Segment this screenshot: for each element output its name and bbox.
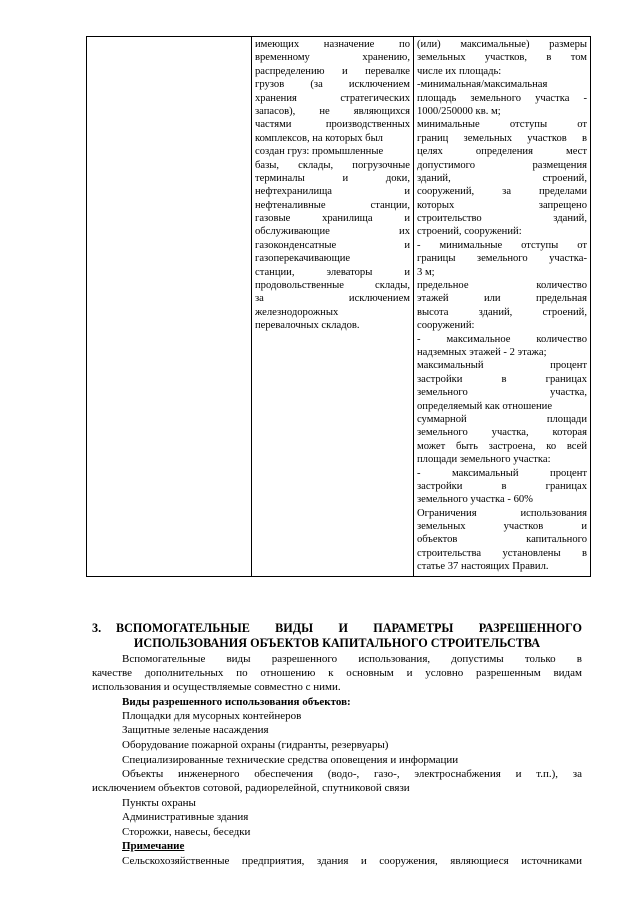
cell-text-line: газовые хранилища и xyxy=(255,213,410,225)
intro-line-1: Вспомогательные виды разрешенного использования, допустимы только в xyxy=(122,653,582,665)
cell-text-line: этажей или предельная xyxy=(417,293,587,305)
cell-text-line: суммарной площади xyxy=(417,413,587,425)
subheading-text: Виды разрешенного использования объектов: xyxy=(122,695,351,708)
list-item: Сторожки, навесы, беседки xyxy=(122,825,251,838)
cell-text-line: газоперекачивающие xyxy=(255,253,351,265)
cell-text-line: может быть застроена, ко всей xyxy=(417,440,587,452)
list-item: Специализированные технические средства оповещения и информации xyxy=(122,753,459,766)
cell-text-line: железнодорожных xyxy=(255,306,339,318)
table-cell-permitted-use xyxy=(252,37,414,577)
cell-text-line: минимальные отступы от xyxy=(417,119,587,131)
list-item: Административные здания xyxy=(122,811,249,824)
cell-text-line: 1000/250000 кв. м; xyxy=(417,105,501,117)
section-3 xyxy=(92,621,582,868)
table-row xyxy=(87,37,591,577)
cell-text-line: высота зданий, строений, xyxy=(417,306,587,318)
cell-text-line: (или) максимальные) размеры xyxy=(417,39,587,50)
cell-text-line: надземных этажей - 2 этажа; xyxy=(417,346,547,358)
cell-text-line: допустимого размещения xyxy=(417,159,587,171)
cell-text-line: застройки в границах xyxy=(417,373,587,385)
cell-text-line: терминалы и доки, xyxy=(255,172,410,184)
cell-text-line: определяемый как отношение xyxy=(417,400,553,412)
list-item: Пункты охраны xyxy=(122,796,196,809)
engineering-paragraph xyxy=(92,767,582,795)
subheading xyxy=(92,695,582,709)
list-item: Площадки для мусорных контейнеров xyxy=(122,709,302,722)
cell-text-line: нефтеналивные станции, xyxy=(255,199,410,211)
cell-text-line: границ земельных участков в xyxy=(417,132,587,144)
note-block xyxy=(92,839,582,867)
permitted-uses-list-2 xyxy=(92,796,582,840)
cell-text-line: земельных участков, в том xyxy=(417,52,587,64)
cell-text-line: -минимальная/максимальная xyxy=(417,79,548,91)
table-cell-parameters xyxy=(414,37,591,577)
intro-line-2: качестве дополнительных по отношению к основным и условно разрешенным видам xyxy=(92,667,582,680)
list-item: Оборудование пожарной охраны (гидранты, резервуары) xyxy=(122,739,389,751)
cell-text-line: создан груз: промышленные xyxy=(255,146,384,158)
cell-text-line: газоконденсатные и xyxy=(255,239,410,251)
cell-text-line: запасов), не являющихся xyxy=(255,105,410,117)
cell-text-line: распределению и перевалке xyxy=(255,65,410,77)
intro-line-3: использования и осуществляемые совместно с ними. xyxy=(92,681,341,694)
cell-text-line: нефтехранилища и xyxy=(255,186,410,198)
cell-text-line: земельного участка, которая xyxy=(417,427,587,439)
cell-text-line: статье 37 настоящих Правил. xyxy=(417,561,549,573)
cell-text-line: максимальный процент xyxy=(417,360,587,372)
cell-text-line: обслуживающие их xyxy=(255,226,410,238)
section-title-line-2: ИСПОЛЬЗОВАНИЯ ОБЪЕКТОВ КАПИТАЛЬНОГО СТРОИТЕЛЬСТВА xyxy=(133,636,541,650)
list-item: Защитные зеленые насаждения xyxy=(122,724,269,737)
cell-text-line: продовольственные склады, xyxy=(255,280,410,292)
cell-text-line: хранения стратегических xyxy=(255,92,410,104)
cell-text-line: - максимальный процент xyxy=(417,467,587,479)
intro-paragraph xyxy=(92,652,582,695)
cell-text-line: станции, элеваторы и xyxy=(255,266,410,278)
cell-text-line: строительства установлены в xyxy=(417,547,587,559)
cell-text-line: частями производственных xyxy=(255,119,410,131)
cell-text-line: застройки в границах xyxy=(417,480,587,492)
cell-text-line: временному хранению, xyxy=(255,52,410,64)
cell-text-line: строений, сооружений: xyxy=(417,226,522,238)
regulations-table xyxy=(86,36,591,577)
cell-text-line: Ограничения использования xyxy=(417,507,587,519)
cell-text-line: земельного участка - 60% xyxy=(417,494,533,506)
cell-text-line: целях определения мест xyxy=(417,146,587,158)
engineering-line-1: Объекты инженерного обеспечения (водо-, газо-, электроснабжения и т.п.), за xyxy=(122,768,582,781)
cell-text-line: площадь земельного участка - xyxy=(417,92,587,104)
permitted-uses-list xyxy=(92,709,582,767)
cell-text-line: строительство зданий, xyxy=(417,213,587,225)
cell-text-line: площади земельного участка: xyxy=(417,454,551,466)
engineering-line-2: исключением объектов сотовой, радиорелейной, спутниковой связи xyxy=(92,782,410,795)
cell-text-line: базы, склады, погрузочные xyxy=(255,159,410,171)
section-title-line-1: ВСПОМОГАТЕЛЬНЫЕ ВИДЫ И ПАРАМЕТРЫ РАЗРЕШЕННОГО xyxy=(116,621,582,635)
cell-text-line: зданий, строений, xyxy=(417,172,587,184)
cell-text-line: комплексов, на которых был xyxy=(255,132,383,144)
note-heading: Примечание xyxy=(122,840,185,853)
cell-text-line: сооружений: xyxy=(417,320,475,332)
cell-text-line: 3 м; xyxy=(417,266,435,278)
cell-text-line: земельных участков и xyxy=(417,521,587,533)
cell-text-line: объектов капитального xyxy=(417,534,587,546)
cell-text-line: имеющих назначение по xyxy=(255,39,410,50)
cell-text-line: числе их площадь: xyxy=(417,65,502,77)
section-number: 3. xyxy=(92,621,102,635)
cell-text-line: земельного участка, xyxy=(417,387,587,399)
cell-text-line: которых запрещено xyxy=(417,199,587,211)
cell-text-line: - максимальное количество xyxy=(417,333,587,345)
cell-text-line: предельное количество xyxy=(417,280,587,292)
section-heading xyxy=(92,621,582,651)
cell-text-line: грузов (за исключением xyxy=(255,79,410,91)
table-cell-empty xyxy=(87,37,252,577)
cell-text-line: границы земельного участка- xyxy=(417,253,587,265)
cell-text-line: сооружений, за пределами xyxy=(417,186,587,198)
note-line-1: Сельскохозяйственные предприятия, здания и сооружения, являющиеся источниками xyxy=(122,854,582,867)
cell-text-line: за исключением xyxy=(255,293,410,305)
cell-text-line: - минимальные отступы от xyxy=(417,239,587,251)
cell-text-line: перевалочных складов. xyxy=(255,320,360,332)
